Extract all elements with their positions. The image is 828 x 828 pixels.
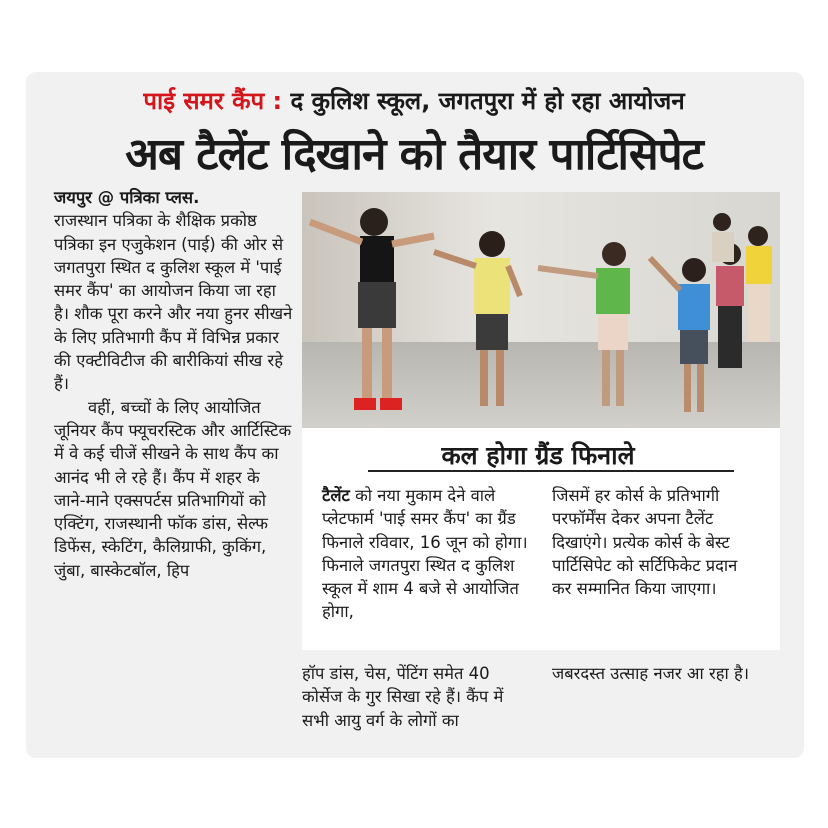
- children-dancing-illustration: [302, 192, 780, 428]
- finale-text-b: जिसमें हर कोर्स के प्रतिभागी परफॉर्मेंस देकर अपना टैलेंट दिखाएंगे। प्रत्येक कोर्स के बेस्ट पार्टिसिपेट को सर्टिफिकेट प्रदान कर सम्मानित किया जाएगा।: [552, 486, 738, 599]
- kicker-line: [0, 84, 828, 117]
- finale-column-a: [322, 484, 528, 624]
- article-paragraph-4: जबरदस्त उत्साह नजर आ रहा है।: [552, 664, 749, 683]
- finale-title-underline: [368, 470, 734, 472]
- dateline: जयपुर @ पत्रिका प्लस.: [54, 188, 200, 207]
- article-paragraph-2: वहीं, बच्चों के लिए आयोजित जूनियर कैंप फ्यूचरस्टिक और आर्टिस्टिक में वे कई चीजें सीखने के साथ कैंप का आनंद भी ले रहे हैं। कैंप में शहर के जाने-माने एक्सपर्टस प्रतिभागियों को एक्टिंग, राजस्थानी फॉक डांस, सेल्फ डिफेंस, स्केटिंग, कैलिग्राफी, कुकिंग, जुंबा, बास्केटबॉल, हिप: [54, 397, 292, 580]
- article-column-2: [302, 662, 524, 732]
- kicker-text: द कुलिश स्कूल, जगतपुरा में हो रहा आयोजन: [290, 87, 685, 115]
- kicker-label: पाई समर कैंप :: [143, 87, 283, 115]
- finale-lead-word: टैलेंट: [322, 486, 350, 505]
- finale-title: कल होगा ग्रैंड फिनाले: [441, 441, 635, 470]
- article-paragraph-1: राजस्थान पत्रिका के शैक्षिक प्रकोष्ठ पत्रिका इन एजुकेशन (पाई) की ओर से जगतपुरा स्थित द कुलिश स्कूल में 'पाई समर कैंप' का आयोजन किया जा रहा है। शौक पूरा करने और नया हुनर सीखने के लिए प्रतिभागी कैंप में विभिन्न प्रकार की एक्टीविटीज की बारीकियां सीख रहे हैं।: [54, 211, 293, 394]
- article-paragraph-3: हॉप डांस, चेस, पेंटिंग समेत 40 कोर्सेज के गुर सिखा रहे हैं। कैंप में सभी आयु वर्ग के लोगों का: [302, 664, 504, 730]
- article-column-1: [54, 186, 294, 582]
- headline: अब टैलेंट दिखाने को तैयार पार्टिसिपेट: [125, 129, 703, 180]
- article-column-3: [552, 662, 772, 685]
- finale-text-a: को नया मुकाम देने वाले प्लेटफार्म 'पाई समर कैंप' का ग्रैंड फिनाले रविवार, 16 जून को होगा। फिनाले जगतपुरा स्थित द कुलिश स्कूल में शाम 4 बजे से आयोजित होगा,: [322, 486, 528, 622]
- finale-column-b: [552, 484, 760, 600]
- camp-photo: [302, 192, 780, 428]
